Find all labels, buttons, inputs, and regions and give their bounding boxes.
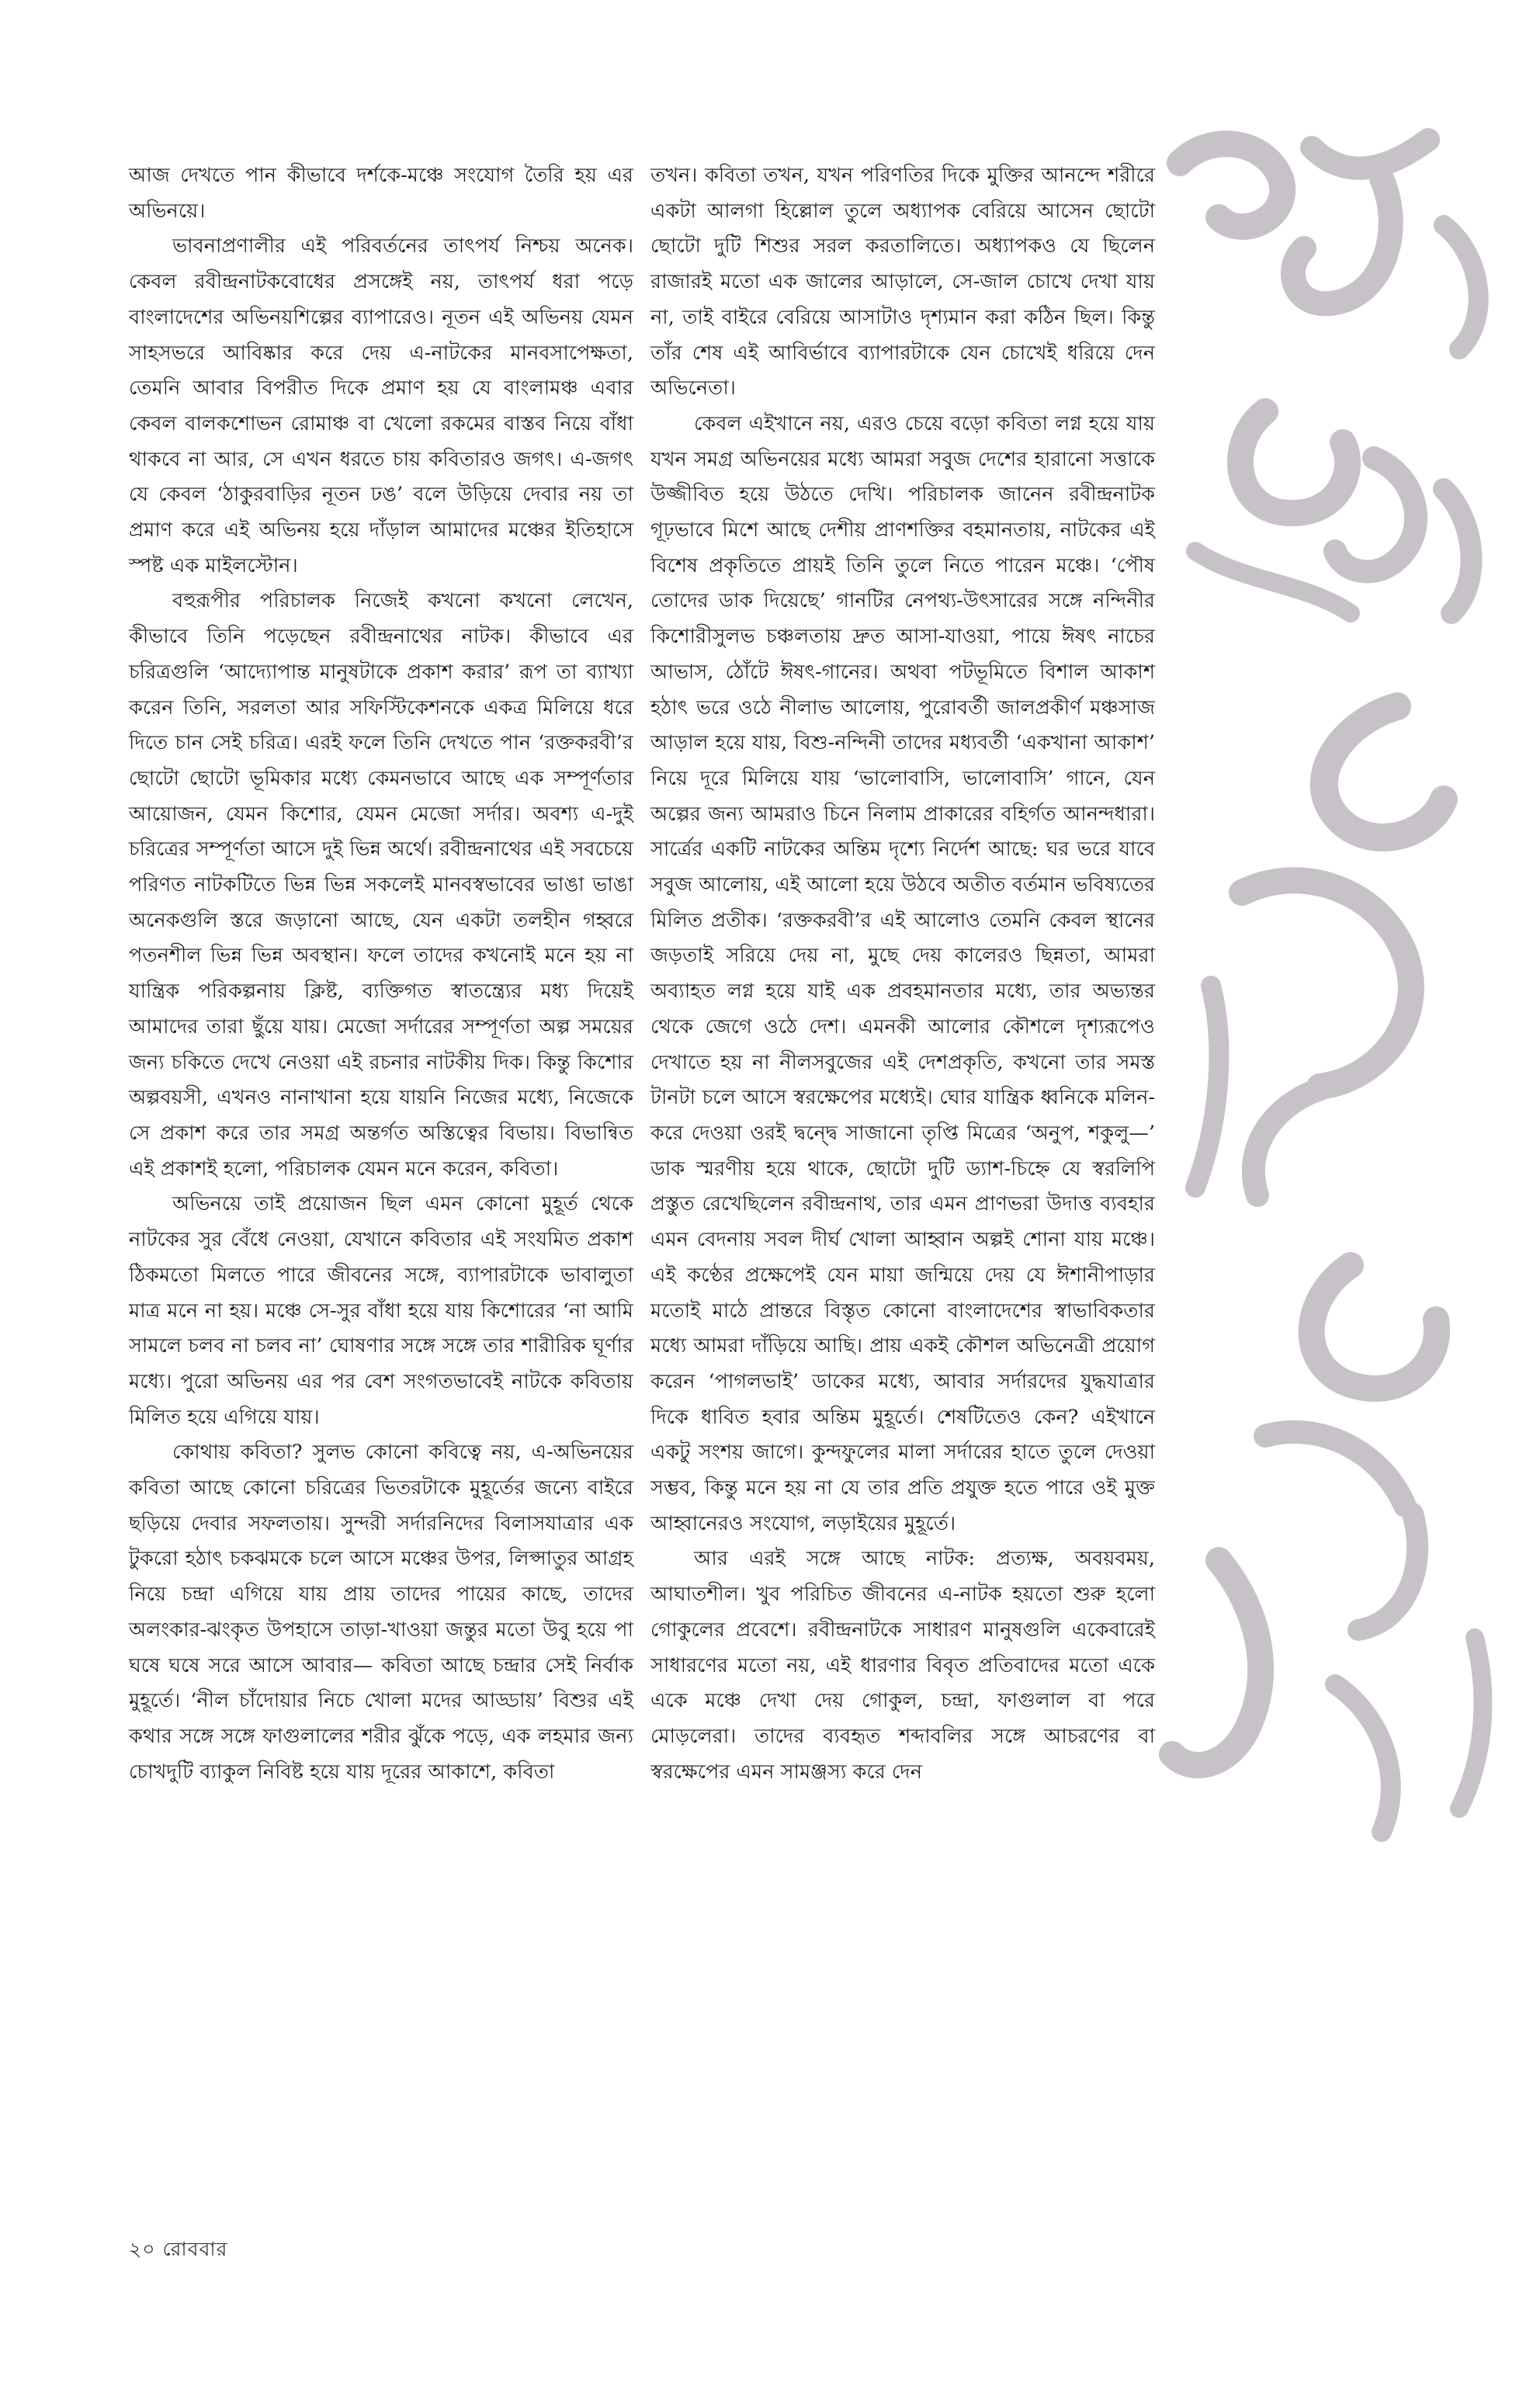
paragraph: আজ দেখতে পান কীভাবে দর্শকে-মঞ্চে সংযোগ তৈরি হয় এর অভিনয়ে। — [129, 164, 633, 223]
paragraph: বহুরূপীর পরিচালক নিজেই কখনো কখনো লেখেন, কীভাবে তিনি পড়েছেন রবীন্দ্রনাথের নাটক। কীভাবে এর চরিত্রগুলি ‘আদ্যোপান্ত মানুষটাকে প্রকাশ করার’ রূপ তা ব্যাখ্যা করেন তিনি, সরলতা আর সফিস্টিকেশনকে একত্র মিলিয়ে ধরে দিতে চান সেই চরিত্র। এরই ফলে তিনি দেখতে পান ‘রক্তকরবী’র ছোটো ছোটো ভূমিকার মধ্যে কেমনভাবে আছে এক সম্পূর্ণতার আয়োজন, যেমন কিশোর, যেমন মেজো সর্দার। অবশ্য এ-দুই চরিত্রের সম্পূর্ণতা আসে দুই ভিন্ন অর্থে। রবীন্দ্রনাথের এই সবচেয়ে পরিণত নাটকটিতে ভিন্ন ভিন্ন সকলেই মানবস্বভাবের ভাঙা ভাঙা অনেকগুলি স্তরে জড়ানো আছে, যেন একটা তলহীন গহ্বরে পতনশীল ভিন্ন ভিন্ন অবস্থান। ফলে তাদের কখনোই মনে হয় না যান্ত্রিক পরিকল্পনায় ক্লিষ্ট, ব্যক্তিগত স্বাতন্ত্র্যের মধ্য দিয়েই আমাদের তারা ছুঁয়ে যায়। মেজো সর্দারের সম্পূর্ণতা অল্প সময়ের জন্য চকিতে দেখে নেওয়া এই রচনার নাটকীয় দিক। কিন্তু কিশোর অল্পবয়সী, এখনও নানাখানা হয়ে যায়নি নিজের মধ্যে, নিজেকে সে প্রকাশ করে তার সমগ্র অন্তর্গত অস্তিত্বের বিভায়। বিভান্বিত এই প্রকাশই হলো, পরিচালক যেমন মনে করেন, কবিতা। — [129, 589, 633, 1181]
article-column-right — [650, 158, 1155, 1790]
article-column-left — [129, 158, 633, 1790]
paragraph: কোথায় কবিতা? সুলভ কোনো কবিত্বে নয়, এ-অভিনয়ের কবিতা আছে কোনো চরিত্রের ভিতরটাকে মুহূর্তের জন্যে বাইরে ছড়িয়ে দেবার সফলতায়। সুন্দরী সর্দারনিদের বিলাসযাত্রার এক টুকরো হঠাৎ চকঝমকে চলে আসে মঞ্চের উপর, লিপ্সাতুর আগ্রহ নিয়ে চন্দ্রা এগিয়ে যায় প্রায় তাদের পায়ের কাছে, তাদের অলংকার-ঝংকৃত উপহাসে তাড়া-খাওয়া জন্তুর মতো উবু হয়ে পা ঘষে ঘষে সরে আসে আবার— কবিতা আছে চন্দ্রার সেই নির্বাক মুহূর্তে। ‘নীল চাঁদোয়ার নিচে খোলা মদের আড্ডায়’ বিশুর এই কথার সঙ্গে সঙ্গে ফাগুলালের শরীর ঝুঁকে পড়ে, এক লহমার জন্য চোখদুটি ব্যাকুল নিবিষ্ট হয়ে যায় দূরের আকাশে, কবিতা — [129, 1441, 633, 1784]
page-footer: ২০ রোববার — [129, 2238, 228, 2260]
paragraph: আর এরই সঙ্গে আছে নাটক: প্রত্যক্ষ, অবয়বময়, আঘাতশীল। খুব পরিচিত জীবনের এ-নাটক হয়তো শুরু হলো গোকুলের প্রবেশে। রবীন্দ্রনাটকে সাধারণ মানুষগুলি একেবারেই সাধারণের মতো নয়, এই ধারণার বিবৃত প্রতিবাদের মতো একে একে মঞ্চে দেখা দেয় গোকুল, চন্দ্রা, ফাগুলাল বা পরে মোড়লেরা। তাদের ব্যবহৃত শব্দাবলির সঙ্গে আচরণের বা স্বরক্ষেপের এমন সামঞ্জস্য করে দেন — [650, 1547, 1155, 1784]
paragraph: তখন। কবিতা তখন, যখন পরিণতির দিকে মুক্তির আনন্দে শরীরে একটা আলগা হিল্লোল তুলে অধ্যাপক বেরিয়ে আসেন ছোটো ছোটো দুটি শিশুর সরল করতালিতে। অধ্যাপকও যে ছিলেন রাজারই মতো এক জালের আড়ালে, সে-জাল চোখে দেখা যায় না, তাই বাইরে বেরিয়ে আসাটাও দৃশ্যমান করা কঠিন ছিল। কিন্তু তাঁর শেষ এই আবির্ভাবে ব্যাপারটাকে যেন চোখেই ধরিয়ে দেন অভিনেতা। — [650, 164, 1155, 401]
calligraphy-title-ornament-icon — [1149, 116, 1521, 1940]
paragraph: অভিনয়ে তাই প্রয়োজন ছিল এমন কোনো মুহূর্ত থেকে নাটকের সুর বেঁধে নেওয়া, যেখানে কবিতার এই সংযমিত প্রকাশ ঠিকমতো মিলতে পারে জীবনের সঙ্গে, ব্যাপারটাকে ভাবালুতা মাত্র মনে না হয়। মঞ্চে সে-সুর বাঁধা হয়ে যায় কিশোরের ‘না আমি সামলে চলব না চলব না’ ঘোষণার সঙ্গে সঙ্গে তার শারীরিক ঘূর্ণার মধ্যে। পুরো অভিনয় এর পর বেশ সংগতভাবেই নাটকে কবিতায় মিলিত হয়ে এগিয়ে যায়। — [129, 1192, 633, 1429]
paragraph: ভাবনাপ্রণালীর এই পরিবর্তনের তাৎপর্য নিশ্চয় অনেক। কেবল রবীন্দ্রনাটকবোধের প্রসঙ্গেই নয়, তাৎপর্য ধরা পড়ে বাংলাদেশের অভিনয়শিল্পের ব্যাপারেও। নূতন এই অভিনয় যেমন সাহসভরে আবিষ্কার করে দেয় এ-নাটকের মানবসাপেক্ষতা, তেমনি আবার বিপরীত দিকে প্রমাণ হয় যে বাংলামঞ্চ এবার কেবল বালকশোভন রোমাঞ্চ বা খেলো রকমের বাস্তব নিয়ে বাঁধা থাকবে না আর, সে এখন ধরতে চায় কবিতারও জগৎ। এ-জগৎ যে কেবল ‘ঠাকুরবাড়ির নূতন ঢঙ’ বলে উড়িয়ে দেবার নয় তা প্রমাণ করে এই অভিনয় হয়ে দাঁড়াল আমাদের মঞ্চের ইতিহাসে স্পষ্ট এক মাইলস্টোন। — [129, 234, 633, 577]
paragraph: কেবল এইখানে নয়, এরও চেয়ে বড়ো কবিতা লগ্ন হয়ে যায় যখন সমগ্র অভিনয়ের মধ্যে আমরা সবুজ দেশের হারানো সত্তাকে উজ্জীবিত হয়ে উঠতে দেখি। পরিচালক জানেন রবীন্দ্রনাটক গূঢ়ভাবে মিশে আছে দেশীয় প্রাণশক্তির বহমানতায়, নাটকের এই বিশেষ প্রকৃতিতে প্রায়ই তিনি তুলে নিতে পারেন মঞ্চে। ‘পৌষ তোদের ডাক দিয়েছে’ গানটির নেপথ্য-উৎসারের সঙ্গে নন্দিনীর কিশোরীসুলভ চঞ্চলতায় দ্রুত আসা-যাওয়া, পায়ে ঈষৎ নাচের আভাস, ঠোঁটে ঈষৎ-গানের। অথবা পটভূমিতে বিশাল আকাশ হঠাৎ ভরে ওঠে নীলাভ আলোয়, পুরোবর্তী জালপ্রকীর্ণ মঞ্চসাজ আড়াল হয়ে যায়, বিশু-নন্দিনী তাদের মধ্যবর্তী ‘একখানা আকাশ’ নিয়ে দূরে মিলিয়ে যায় ‘ভালোবাসি, ভালোবাসি’ গানে, যেন অল্পের জন্য আমরাও চিনে নিলাম প্রাকারের বহির্গত আনন্দধারা। সার্ত্রের একটি নাটকের অন্তিম দৃশ্যে নির্দেশ আছে: ঘর ভরে যাবে সবুজ আলোয়, এই আলো হয়ে উঠবে অতীত বর্তমান ভবিষ্যতের মিলিত প্রতীক। ‘রক্তকরবী’র এই আলোও তেমনি কেবল স্থানের জড়তাই সরিয়ে দেয় না, মুছে দেয় কালেরও ছিন্নতা, আমরা অব্যাহত লগ্ন হয়ে যাই এক প্রবহমানতার মধ্যে, তার অভ্যন্তর থেকে জেগে ওঠে দেশ। এমনকী আলোর কৌশলে দৃশ্যরূপেও দেখাতে হয় না নীলসবুজের এই দেশপ্রকৃতি, কখনো তার সমস্ত টানটা চলে আসে স্বরক্ষেপের মধ্যেই। ঘোর যান্ত্রিক ধ্বনিকে মলিন-করে দেওয়া ওরই দ্বন্দ্বে সাজানো তৃপ্তি মিত্রের ‘অনুপ, শকুলু—’ ডাক স্মরণীয় হয়ে থাকে, ছোটো দুটি ড্যাশ-চিহ্নে যে স্বরলিপি প্রস্তুত রেখেছিলেন রবীন্দ্রনাথ, তার এমন প্রাণভরা উদাত্ত ব্যবহার এমন বেদনায় সবল দীর্ঘ খোলা আহ্বান অল্পই শোনা যায় মঞ্চে। এই কণ্ঠের প্রক্ষেপেই যেন মায়া জন্মিয়ে দেয় যে ঈশানীপাড়ার মতোই মাঠে প্রান্তরে বিস্তৃত কোনো বাংলাদেশের স্বাভাবিকতার মধ্যে আমরা দাঁড়িয়ে আছি। প্রায় একই কৌশল অভিনেত্রী প্রয়োগ করেন ‘পাগলভাই’ ডাকের মধ্যে, আবার সর্দারদের যুদ্ধযাত্রার দিকে ধাবিত হবার অন্তিম মুহূর্তে। শেষটিতেও কেন? এইখানে একটু সংশয় জাগে। কুন্দফুলের মালা সর্দারের হাতে তুলে দেওয়া সম্ভব, কিন্তু মনে হয় না যে তার প্রতি প্রযুক্ত হতে পারে ওই মুক্ত আহ্বানেরও সংযোগ, লড়াইয়ের মুহূর্তে। — [650, 411, 1155, 1535]
